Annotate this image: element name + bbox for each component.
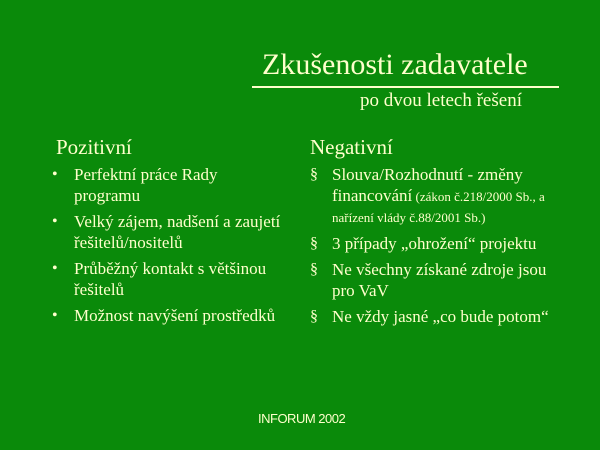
positive-item-text: Možnost navýšení prostředků (74, 306, 276, 325)
negative-item-text: 3 případy „ohrožení“ projektu (332, 234, 537, 253)
positive-item (52, 305, 282, 326)
slide-subtitle: po dvou letech řešení (360, 90, 522, 111)
negative-item-text: Slouva/Rozhodnutí - změny financování (332, 165, 523, 205)
section-bullet-icon: § (310, 308, 318, 325)
slide-title: Zkušenosti zadavatele (262, 48, 528, 81)
bullet-icon: • (52, 213, 58, 230)
title-underline (252, 86, 559, 88)
positive-item (52, 164, 282, 206)
positive-item (52, 258, 282, 300)
negative-heading: Negativní (310, 135, 393, 159)
negative-item-note: (zákon č.218/2000 Sb., a nařízení vlády č.88/2001 Sb.) (332, 189, 545, 225)
negative-item-text: Ne vždy jasné „co bude potom“ (332, 307, 549, 326)
section-bullet-icon: § (310, 235, 318, 252)
bullet-icon: • (52, 166, 58, 183)
positive-item-text: Perfektní práce Rady programu (74, 165, 218, 205)
negative-item (310, 306, 560, 327)
section-bullet-icon: § (310, 261, 318, 278)
section-bullet-icon: § (310, 166, 318, 183)
footer: INFORUM 2002 (258, 411, 346, 426)
positive-item-text: Velký zájem, nadšení a zaujetí řešitelů/nositelů (74, 212, 281, 252)
negative-item-text: Ne všechny získané zdroje jsou pro VaV (332, 260, 547, 300)
positive-item (52, 211, 282, 253)
negative-item (310, 233, 560, 254)
negative-list (310, 164, 560, 332)
bullet-icon: • (52, 307, 58, 324)
positive-list (52, 164, 282, 331)
bullet-icon: • (52, 260, 58, 277)
positive-heading: Pozitivní (56, 135, 132, 159)
negative-item (310, 164, 560, 227)
negative-item (310, 259, 560, 301)
positive-item-text: Průběžný kontakt s většinou řešitelů (74, 259, 267, 299)
